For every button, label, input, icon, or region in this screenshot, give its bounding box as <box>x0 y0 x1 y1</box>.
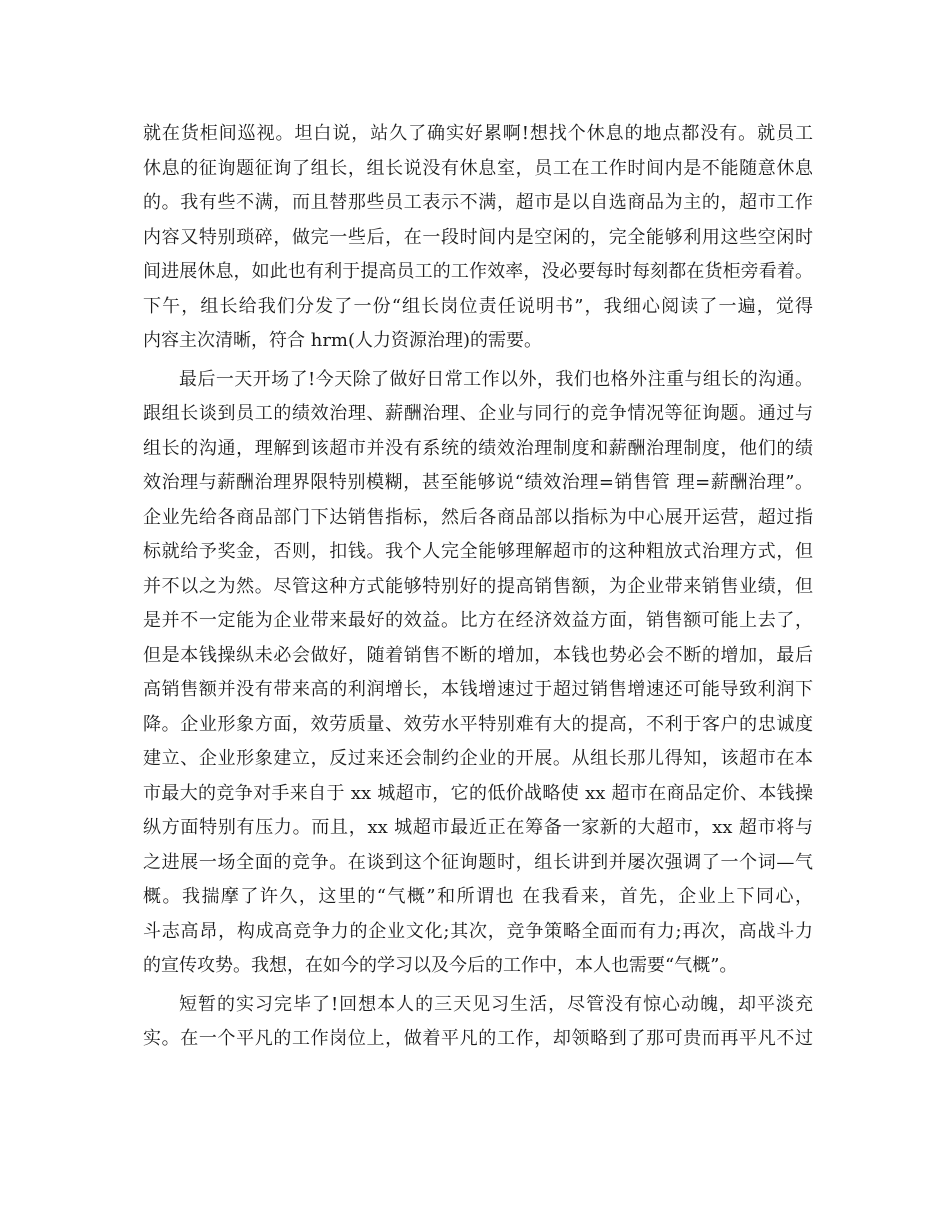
paragraph-2-line-7: 并不以之为然。尽管这种方式能够特别好的提高销售额，为企业带来销售业绩，但 <box>143 575 813 597</box>
paragraph-1-line-2: 休息的征询题征询了组长，组长说没有休息室，员工在工作时间内是不能随意休息 <box>143 157 813 179</box>
paragraph-2-line-12: 建立、企业形象建立，反过来还会制约企业的开展。从组长那儿得知，该超市在本 <box>143 748 813 769</box>
paragraph-2-line-5: 企业先给各商品部门下达销售指标，然后各商品部以指标为中心展开运营，超过指 <box>143 506 813 528</box>
paragraph-1-line-7: 内容主次清晰，符合 hrm(人力资源治理)的需要。 <box>143 330 543 351</box>
paragraph-2-line-2: 跟组长谈到员工的绩效治理、薪酬治理、企业与同行的竞争情况等征询题。通过与 <box>143 403 813 424</box>
paragraph-1-line-5: 间进展休息，如此也有利于提高员工的工作效率，没必要每时每刻都在货柜旁看着。 <box>143 261 813 282</box>
paragraph-2-line-3: 组长的沟通，理解到该超市并没有系统的绩效治理制度和薪酬治理制度，他们的绩 <box>143 437 813 459</box>
paragraph-2-line-17: 斗志高昂，构成高竞争力的企业文化;其次，竞争策略全面而有力;再次，高战斗力 <box>143 920 813 942</box>
paragraph-2-line-1: 最后一天开场了!今天除了做好日常工作以外，我们也格外注重与组长的沟通。 <box>179 368 813 390</box>
paragraph-2-line-6: 标就给予奖金，否则，扣钱。我个人完全能够理解超市的这种粗放式治理方式，但 <box>143 541 813 562</box>
paragraph-2-line-8: 是并不一定能为企业带来最好的效益。比方在经济效益方面，销售额可能上去了， <box>143 610 813 631</box>
paragraph-2-line-11: 降。企业形象方面，效劳质量、效劳水平特别难有大的提高，不利于客户的忠诚度 <box>143 713 813 735</box>
paragraph-1-line-6: 下午，组长给我们分发了一份“组长岗位责任说明书”，我细心阅读了一遍，觉得 <box>143 295 813 317</box>
paragraph-1-line-1: 就在货柜间巡视。坦白说，站久了确实好累啊!想找个休息的地点都没有。就员工 <box>143 123 813 144</box>
paragraph-1-line-4: 内容又特别琐碎，做完一些后，在一段时间内是空闲的，完全能够利用这些空闲时 <box>143 226 813 248</box>
paragraph-2-line-16: 概。我揣摩了许久，这里的“气概”和所谓也 在我看来，首先，企业上下同心， <box>143 886 813 907</box>
paragraph-2-line-4: 效治理与薪酬治理界限特别模糊，甚至能够说“绩效治理=销售管 理=薪酬治理”。 <box>143 472 813 493</box>
paragraph-2-line-18: 的宣传攻势。我想，在如今的学习以及今后的工作中，本人也需要“气概”。 <box>143 955 738 976</box>
paragraph-2-line-9: 但是本钱操纵未必会做好，随着销售不断的增加，本钱也势必会不断的增加，最后 <box>143 644 813 666</box>
paragraph-2-line-14: 纵方面特别有压力。而且，xx 城超市最近正在筹备一家新的大超市，xx 超市将与 <box>143 817 813 838</box>
paragraph-2-line-10: 高销售额并没有带来高的利润增长，本钱增速过于超过销售增速还可能导致利润下 <box>143 679 813 700</box>
paragraph-3-line-1: 短暂的实习完毕了!回想本人的三天见习生活，尽管没有惊心动魄，却平淡充 <box>179 993 813 1015</box>
paragraph-2-line-13: 市最大的竞争对手来自于 xx 城超市，它的低价战略使 xx 超市在商品定价、本钱操 <box>143 782 813 804</box>
paragraph-2-line-15: 之进展一场全面的竞争。在谈到这个征询题时，组长讲到并屡次强调了一个词—气 <box>143 851 813 873</box>
paragraph-3-line-2: 实。在一个平凡的工作岗位上，做着平凡的工作，却领略到了那可贵而再平凡不过 <box>143 1028 813 1049</box>
document-body <box>143 117 813 1057</box>
paragraph-1-line-3: 的。我有些不满，而且替那些员工表示不满，超市是以自选商品为主的，超市工作 <box>143 192 813 213</box>
